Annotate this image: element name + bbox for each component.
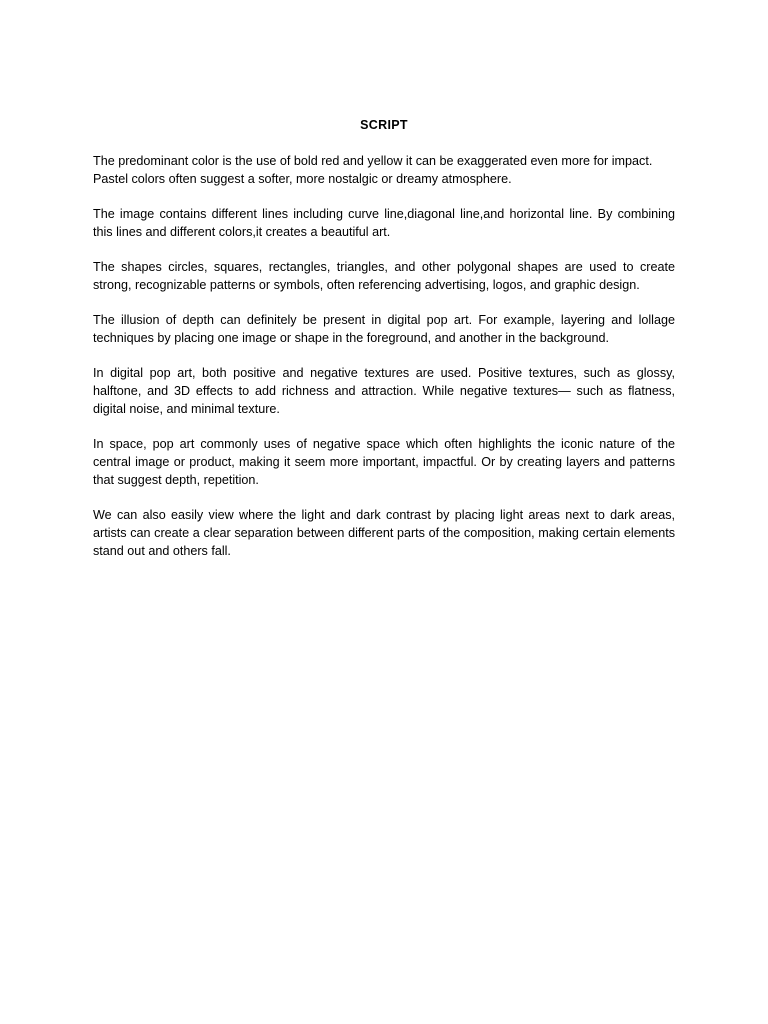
paragraph-lines: The image contains different lines including curve line,diagonal line,and horizontal line. By combining this lines and different colors,it creates a beautiful art. xyxy=(93,207,675,239)
paragraph-contrast: We can also easily view where the light and dark contrast by placing light areas next to dark areas, artists can create a clear separation between different parts of the composition, making certain elements stand out and others fall. xyxy=(93,508,675,558)
paragraph-depth: The illusion of depth can definitely be present in digital pop art. For example, layering and lollage techniques by placing one image or shape in the foreground, and another in the background. xyxy=(93,313,675,345)
document-title: SCRIPT xyxy=(360,118,408,132)
paragraph-color: The predominant color is the use of bold red and yellow it can be exaggerated even more for impact. Pastel colors often suggest a softer, more nostalgic or dreamy atmosphere. xyxy=(93,154,653,186)
paragraph-shapes: The shapes circles, squares, rectangles, triangles, and other polygonal shapes are used to create strong, recognizable patterns or symbols, often referencing advertising, logos, and graphic design. xyxy=(93,260,675,292)
paragraph-space: In space, pop art commonly uses of negative space which often highlights the iconic nature of the central image or product, making it seem more important, impactful. Or by creating layers and patterns that suggest depth, repetition. xyxy=(93,437,675,487)
document-body xyxy=(93,152,675,577)
paragraph-texture: In digital pop art, both positive and negative textures are used. Positive textures, such as glossy, halftone, and 3D effects to add richness and attraction. While negative textures— such as flatness, digital noise, and minimal texture. xyxy=(93,366,675,416)
